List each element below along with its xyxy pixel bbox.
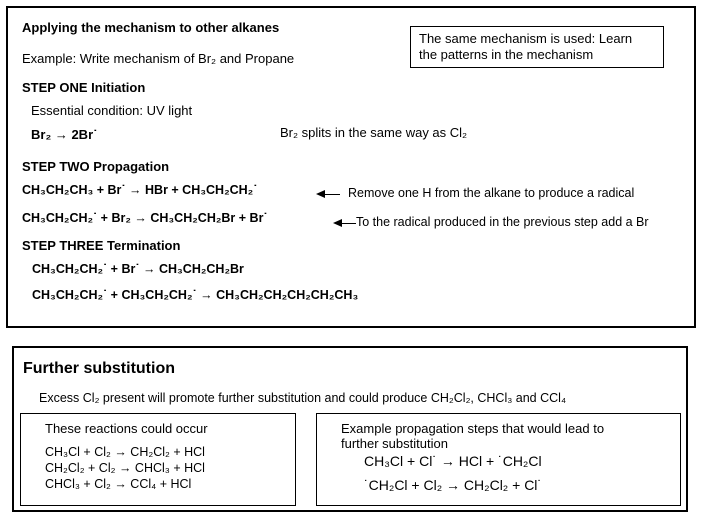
step-one-title: STEP ONE Initiation <box>22 80 146 95</box>
step-two-title: STEP TWO Propagation <box>22 159 170 174</box>
further-substitution-heading: Further substitution <box>23 360 175 377</box>
reactions-title: These reactions could occur <box>45 421 208 436</box>
propagation-equation-2: CH₃CH₂CH₂˙ + Br₂ → CH₃CH₂CH₂Br + Br˙ <box>22 211 268 225</box>
left-arrow-icon <box>333 219 342 227</box>
termination-equation-2: CH₃CH₂CH₂˙ + CH₃CH₂CH₂˙ → CH₃CH₂CH₂CH₂CH₂CH₃ <box>32 288 359 302</box>
example-text: Example: Write mechanism of Br₂ and Propane <box>22 51 295 66</box>
further-substitution-intro: Excess Cl₂ present will promote further substitution and could produce CH₂Cl₂, CHCl₃ and CCl₄ <box>39 391 567 405</box>
essential-condition: Essential condition: UV light <box>31 103 193 118</box>
termination-equation-1: CH₃CH₂CH₂˙ + Br˙ → CH₃CH₂CH₂Br <box>32 262 244 276</box>
initiation-equation: Br₂ → 2Br˙ <box>31 127 98 142</box>
propagation-equation-1: CH₃CH₂CH₃ + Br˙ → HBr + CH₃CH₂CH₂˙ <box>22 183 258 197</box>
propagation-note-2: To the radical produced in the previous step add a Br <box>356 215 649 229</box>
note-line-2: the patterns in the mechanism <box>419 47 594 62</box>
propagation-note-1: Remove one H from the alkane to produce a radical <box>348 186 635 200</box>
reaction-equation-1: CH₃Cl + Cl₂ → CH₂Cl₂ + HCl <box>45 445 205 459</box>
propagation-example-equation-2: ˙CH₂Cl + Cl₂ → CH₂Cl₂ + Cl˙ <box>364 477 543 493</box>
step-three-title: STEP THREE Termination <box>22 238 181 253</box>
mechanism-heading: Applying the mechanism to other alkanes <box>22 20 280 35</box>
left-arrow-icon <box>316 190 325 198</box>
initiation-note: Br₂ splits in the same way as Cl₂ <box>280 125 468 140</box>
reaction-equation-2: CH₂Cl₂ + Cl₂ → CHCl₃ + HCl <box>45 461 205 475</box>
propagation-example-title-2: further substitution <box>341 436 448 451</box>
propagation-example-title-1: Example propagation steps that would lead to <box>341 421 605 436</box>
note-line-1: The same mechanism is used: Learn <box>419 31 633 46</box>
reaction-equation-3: CHCl₃ + Cl₂ → CCl₄ + HCl <box>45 477 192 491</box>
propagation-example-equation-1: CH₃Cl + Cl˙ → HCl + ˙CH₂Cl <box>364 453 542 469</box>
